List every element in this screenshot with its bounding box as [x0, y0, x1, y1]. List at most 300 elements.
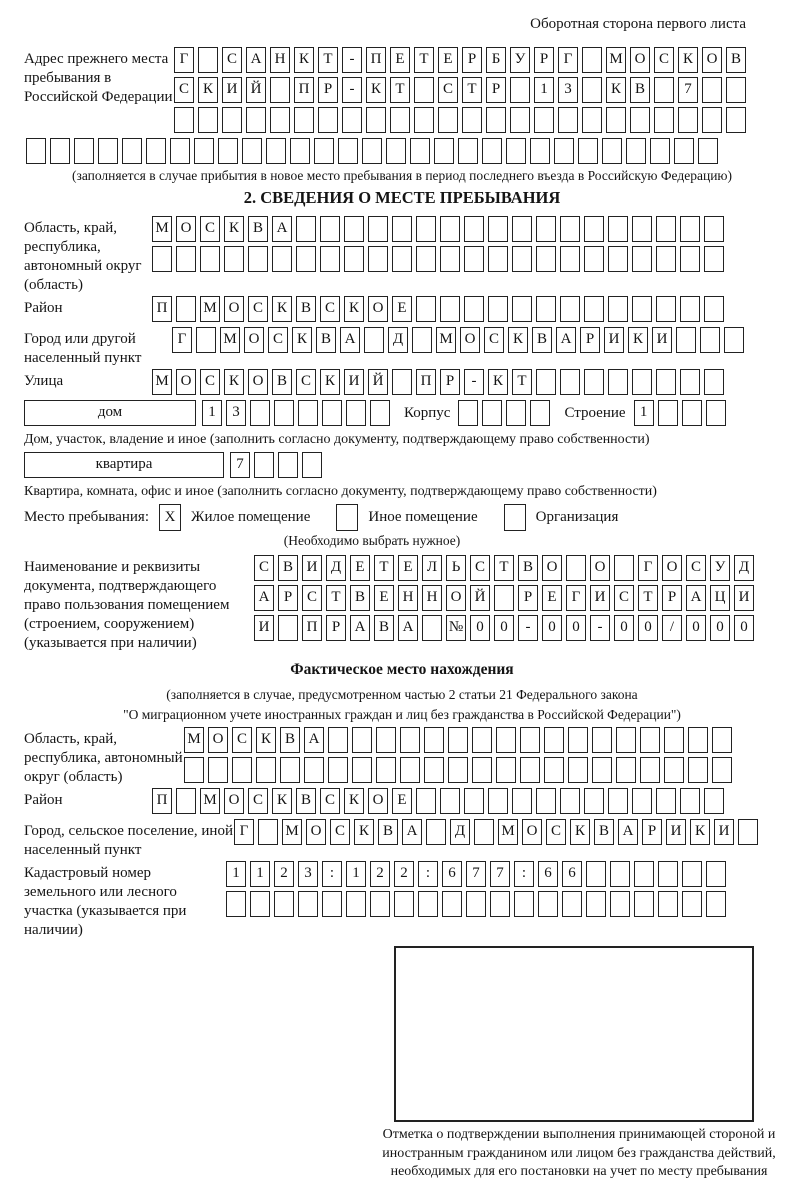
char-cell[interactable]	[274, 891, 294, 917]
char-cell[interactable]	[704, 788, 724, 814]
char-cell[interactable]: О	[368, 296, 388, 322]
char-cell[interactable]	[582, 77, 602, 103]
char-cell[interactable]	[654, 107, 674, 133]
char-cell[interactable]: М	[498, 819, 518, 845]
char-cell[interactable]: -	[464, 369, 484, 395]
char-cell[interactable]	[416, 216, 436, 242]
char-cell[interactable]	[682, 891, 702, 917]
char-cell[interactable]	[296, 216, 316, 242]
char-cell[interactable]: 6	[562, 861, 582, 887]
char-cell[interactable]	[224, 246, 244, 272]
char-cell[interactable]: Г	[172, 327, 192, 353]
char-cell[interactable]	[278, 452, 298, 478]
char-cell[interactable]	[510, 107, 530, 133]
char-cell[interactable]	[342, 107, 362, 133]
char-cell[interactable]: О	[176, 369, 196, 395]
char-cell[interactable]	[458, 138, 478, 164]
char-cell[interactable]	[704, 369, 724, 395]
char-cell[interactable]: А	[556, 327, 576, 353]
char-cell[interactable]	[392, 246, 412, 272]
char-cell[interactable]	[724, 327, 744, 353]
char-cell[interactable]	[272, 246, 292, 272]
char-cell[interactable]	[608, 369, 628, 395]
char-cell[interactable]: Е	[390, 47, 410, 73]
char-cell[interactable]	[682, 400, 702, 426]
char-cell[interactable]	[610, 861, 630, 887]
char-cell[interactable]	[290, 138, 310, 164]
char-cell[interactable]	[702, 107, 722, 133]
char-cell[interactable]	[530, 138, 550, 164]
char-cell[interactable]	[608, 216, 628, 242]
char-cell[interactable]: К	[678, 47, 698, 73]
char-cell[interactable]: О	[460, 327, 480, 353]
char-cell[interactable]	[472, 727, 492, 753]
char-cell[interactable]	[176, 246, 196, 272]
char-cell[interactable]	[726, 107, 746, 133]
char-cell[interactable]	[520, 757, 540, 783]
char-cell[interactable]	[704, 216, 724, 242]
char-cell[interactable]	[700, 327, 720, 353]
char-cell[interactable]: А	[304, 727, 324, 753]
char-cell[interactable]: Н	[398, 585, 418, 611]
char-cell[interactable]	[248, 246, 268, 272]
char-cell[interactable]: №	[446, 615, 466, 641]
char-cell[interactable]: О	[176, 216, 196, 242]
char-cell[interactable]: 2	[370, 861, 390, 887]
char-cell[interactable]	[344, 216, 364, 242]
char-cell[interactable]: О	[244, 327, 264, 353]
char-cell[interactable]: С	[654, 47, 674, 73]
char-cell[interactable]: М	[282, 819, 302, 845]
char-cell[interactable]	[386, 138, 406, 164]
char-cell[interactable]	[344, 246, 364, 272]
char-cell[interactable]	[568, 757, 588, 783]
char-cell[interactable]: С	[174, 77, 194, 103]
char-cell[interactable]	[640, 727, 660, 753]
char-cell[interactable]	[680, 788, 700, 814]
char-cell[interactable]: С	[438, 77, 458, 103]
char-cell[interactable]	[680, 369, 700, 395]
char-cell[interactable]	[706, 891, 726, 917]
char-cell[interactable]	[122, 138, 142, 164]
char-cell[interactable]	[474, 819, 494, 845]
char-cell[interactable]	[496, 727, 516, 753]
char-cell[interactable]	[320, 216, 340, 242]
char-cell[interactable]	[322, 400, 342, 426]
char-cell[interactable]: 3	[226, 400, 246, 426]
char-cell[interactable]: Й	[368, 369, 388, 395]
char-cell[interactable]	[424, 757, 444, 783]
char-cell[interactable]	[368, 216, 388, 242]
char-cell[interactable]: Д	[450, 819, 470, 845]
char-cell[interactable]: Е	[374, 585, 394, 611]
char-cell[interactable]: С	[200, 216, 220, 242]
char-cell[interactable]: И	[714, 819, 734, 845]
char-cell[interactable]: Д	[326, 555, 346, 581]
char-cell[interactable]: В	[532, 327, 552, 353]
char-cell[interactable]: Р	[318, 77, 338, 103]
char-cell[interactable]: Ь	[446, 555, 466, 581]
char-cell[interactable]	[558, 107, 578, 133]
char-cell[interactable]: К	[366, 77, 386, 103]
char-cell[interactable]	[170, 138, 190, 164]
char-cell[interactable]: 7	[490, 861, 510, 887]
char-cell[interactable]	[510, 77, 530, 103]
char-cell[interactable]: Д	[734, 555, 754, 581]
char-cell[interactable]: К	[224, 216, 244, 242]
char-cell[interactable]: В	[278, 555, 298, 581]
char-cell[interactable]: 0	[734, 615, 754, 641]
char-cell[interactable]: 0	[494, 615, 514, 641]
char-cell[interactable]: 0	[566, 615, 586, 641]
char-cell[interactable]: О	[208, 727, 228, 753]
char-cell[interactable]	[536, 216, 556, 242]
char-cell[interactable]: М	[200, 788, 220, 814]
char-cell[interactable]: -	[590, 615, 610, 641]
char-cell[interactable]	[222, 107, 242, 133]
char-cell[interactable]: 6	[538, 861, 558, 887]
char-cell[interactable]: А	[246, 47, 266, 73]
char-cell[interactable]	[658, 861, 678, 887]
char-cell[interactable]: К	[690, 819, 710, 845]
char-cell[interactable]	[560, 369, 580, 395]
char-cell[interactable]	[448, 727, 468, 753]
char-cell[interactable]: Й	[246, 77, 266, 103]
char-cell[interactable]	[434, 138, 454, 164]
char-cell[interactable]: С	[296, 369, 316, 395]
char-cell[interactable]: А	[350, 615, 370, 641]
char-cell[interactable]	[392, 216, 412, 242]
char-cell[interactable]	[688, 757, 708, 783]
char-cell[interactable]	[274, 400, 294, 426]
char-cell[interactable]	[632, 296, 652, 322]
char-cell[interactable]	[680, 296, 700, 322]
char-cell[interactable]: П	[302, 615, 322, 641]
char-cell[interactable]	[328, 757, 348, 783]
char-cell[interactable]	[488, 216, 508, 242]
char-cell[interactable]	[364, 327, 384, 353]
char-cell[interactable]	[482, 400, 502, 426]
char-cell[interactable]	[602, 138, 622, 164]
char-cell[interactable]: С	[320, 296, 340, 322]
char-cell[interactable]	[464, 216, 484, 242]
char-cell[interactable]: Т	[374, 555, 394, 581]
char-cell[interactable]: С	[484, 327, 504, 353]
char-cell[interactable]	[198, 107, 218, 133]
char-cell[interactable]	[322, 891, 342, 917]
char-cell[interactable]: В	[316, 327, 336, 353]
char-cell[interactable]: М	[220, 327, 240, 353]
char-cell[interactable]	[464, 788, 484, 814]
char-cell[interactable]	[464, 246, 484, 272]
char-cell[interactable]: 2	[394, 861, 414, 887]
char-cell[interactable]: 0	[686, 615, 706, 641]
char-cell[interactable]: Б	[486, 47, 506, 73]
char-cell[interactable]	[196, 327, 216, 353]
char-cell[interactable]	[640, 757, 660, 783]
char-cell[interactable]: И	[590, 585, 610, 611]
char-cell[interactable]	[328, 727, 348, 753]
char-cell[interactable]	[514, 891, 534, 917]
char-cell[interactable]	[466, 891, 486, 917]
char-cell[interactable]	[370, 400, 390, 426]
char-cell[interactable]	[490, 891, 510, 917]
checkbox-organization[interactable]	[504, 504, 526, 531]
char-cell[interactable]	[400, 727, 420, 753]
char-cell[interactable]	[376, 727, 396, 753]
char-cell[interactable]	[608, 296, 628, 322]
char-cell[interactable]: Г	[566, 585, 586, 611]
char-cell[interactable]: Е	[542, 585, 562, 611]
char-cell[interactable]: 1	[250, 861, 270, 887]
char-cell[interactable]: -	[342, 47, 362, 73]
char-cell[interactable]	[656, 246, 676, 272]
char-cell[interactable]	[488, 296, 508, 322]
char-cell[interactable]	[314, 138, 334, 164]
char-cell[interactable]: Р	[440, 369, 460, 395]
char-cell[interactable]	[294, 107, 314, 133]
char-cell[interactable]: И	[344, 369, 364, 395]
char-cell[interactable]: С	[222, 47, 242, 73]
char-cell[interactable]	[250, 400, 270, 426]
char-cell[interactable]: К	[224, 369, 244, 395]
char-cell[interactable]	[586, 861, 606, 887]
char-cell[interactable]	[678, 107, 698, 133]
char-cell[interactable]: 1	[202, 400, 222, 426]
char-cell[interactable]	[418, 891, 438, 917]
char-cell[interactable]	[416, 246, 436, 272]
char-cell[interactable]	[584, 246, 604, 272]
char-cell[interactable]: О	[446, 585, 466, 611]
char-cell[interactable]: П	[152, 296, 172, 322]
char-cell[interactable]	[664, 727, 684, 753]
char-cell[interactable]	[412, 327, 432, 353]
char-cell[interactable]	[298, 891, 318, 917]
char-cell[interactable]	[632, 369, 652, 395]
char-cell[interactable]: Е	[438, 47, 458, 73]
char-cell[interactable]	[560, 296, 580, 322]
char-cell[interactable]: К	[294, 47, 314, 73]
char-cell[interactable]	[726, 77, 746, 103]
char-cell[interactable]: 0	[710, 615, 730, 641]
char-cell[interactable]	[656, 369, 676, 395]
char-cell[interactable]	[426, 819, 446, 845]
char-cell[interactable]	[494, 585, 514, 611]
char-cell[interactable]	[656, 296, 676, 322]
checkbox-residential[interactable]: X	[159, 504, 181, 531]
char-cell[interactable]	[486, 107, 506, 133]
char-cell[interactable]: О	[702, 47, 722, 73]
char-cell[interactable]	[370, 891, 390, 917]
char-cell[interactable]: А	[398, 615, 418, 641]
char-cell[interactable]	[630, 107, 650, 133]
char-cell[interactable]: О	[590, 555, 610, 581]
char-cell[interactable]	[582, 107, 602, 133]
char-cell[interactable]	[536, 246, 556, 272]
char-cell[interactable]: Е	[350, 555, 370, 581]
char-cell[interactable]	[704, 246, 724, 272]
char-cell[interactable]: К	[272, 788, 292, 814]
char-cell[interactable]	[146, 138, 166, 164]
char-cell[interactable]: В	[374, 615, 394, 641]
char-cell[interactable]	[626, 138, 646, 164]
char-cell[interactable]: Т	[318, 47, 338, 73]
char-cell[interactable]	[296, 246, 316, 272]
char-cell[interactable]	[566, 555, 586, 581]
char-cell[interactable]	[278, 615, 298, 641]
char-cell[interactable]	[98, 138, 118, 164]
char-cell[interactable]: Н	[422, 585, 442, 611]
char-cell[interactable]	[632, 246, 652, 272]
char-cell[interactable]: К	[508, 327, 528, 353]
char-cell[interactable]	[584, 788, 604, 814]
char-cell[interactable]: В	[296, 296, 316, 322]
char-cell[interactable]: 1	[346, 861, 366, 887]
char-cell[interactable]	[176, 296, 196, 322]
char-cell[interactable]: 0	[614, 615, 634, 641]
char-cell[interactable]	[442, 891, 462, 917]
char-cell[interactable]	[506, 400, 526, 426]
char-cell[interactable]: К	[344, 788, 364, 814]
char-cell[interactable]	[254, 452, 274, 478]
char-cell[interactable]	[280, 757, 300, 783]
char-cell[interactable]	[440, 296, 460, 322]
char-cell[interactable]	[376, 757, 396, 783]
char-cell[interactable]	[682, 861, 702, 887]
char-cell[interactable]	[256, 757, 276, 783]
char-cell[interactable]	[416, 296, 436, 322]
char-cell[interactable]: С	[546, 819, 566, 845]
char-cell[interactable]	[676, 327, 696, 353]
char-cell[interactable]: Г	[558, 47, 578, 73]
char-cell[interactable]	[338, 138, 358, 164]
char-cell[interactable]: М	[606, 47, 626, 73]
char-cell[interactable]	[538, 891, 558, 917]
char-cell[interactable]: В	[248, 216, 268, 242]
char-cell[interactable]: Е	[398, 555, 418, 581]
char-cell[interactable]	[680, 216, 700, 242]
char-cell[interactable]: /	[662, 615, 682, 641]
char-cell[interactable]	[536, 369, 556, 395]
char-cell[interactable]	[440, 216, 460, 242]
char-cell[interactable]: С	[614, 585, 634, 611]
char-cell[interactable]	[554, 138, 574, 164]
char-cell[interactable]	[688, 727, 708, 753]
char-cell[interactable]	[392, 369, 412, 395]
checkbox-other-premises[interactable]	[336, 504, 358, 531]
char-cell[interactable]: И	[604, 327, 624, 353]
char-cell[interactable]	[658, 400, 678, 426]
char-cell[interactable]: С	[302, 585, 322, 611]
char-cell[interactable]	[410, 138, 430, 164]
char-cell[interactable]	[656, 788, 676, 814]
char-cell[interactable]	[394, 891, 414, 917]
char-cell[interactable]	[472, 757, 492, 783]
char-cell[interactable]	[610, 891, 630, 917]
char-cell[interactable]	[304, 757, 324, 783]
char-cell[interactable]	[50, 138, 70, 164]
char-cell[interactable]: 0	[542, 615, 562, 641]
char-cell[interactable]: М	[200, 296, 220, 322]
char-cell[interactable]: Н	[270, 47, 290, 73]
char-cell[interactable]	[438, 107, 458, 133]
char-cell[interactable]: И	[734, 585, 754, 611]
char-cell[interactable]	[352, 727, 372, 753]
char-cell[interactable]	[400, 757, 420, 783]
char-cell[interactable]	[448, 757, 468, 783]
char-cell[interactable]: В	[630, 77, 650, 103]
char-cell[interactable]: 0	[638, 615, 658, 641]
char-cell[interactable]: Е	[392, 788, 412, 814]
char-cell[interactable]: С	[232, 727, 252, 753]
char-cell[interactable]: В	[296, 788, 316, 814]
char-cell[interactable]	[506, 138, 526, 164]
char-cell[interactable]	[302, 452, 322, 478]
char-cell[interactable]: О	[542, 555, 562, 581]
char-cell[interactable]	[698, 138, 718, 164]
char-cell[interactable]: С	[268, 327, 288, 353]
char-cell[interactable]: И	[666, 819, 686, 845]
char-cell[interactable]: П	[152, 788, 172, 814]
char-cell[interactable]	[152, 246, 172, 272]
char-cell[interactable]: В	[518, 555, 538, 581]
char-cell[interactable]: 1	[226, 861, 246, 887]
char-cell[interactable]: О	[248, 369, 268, 395]
char-cell[interactable]: Р	[486, 77, 506, 103]
char-cell[interactable]	[616, 757, 636, 783]
char-cell[interactable]: И	[652, 327, 672, 353]
char-cell[interactable]: С	[330, 819, 350, 845]
char-cell[interactable]	[346, 400, 366, 426]
char-cell[interactable]	[592, 757, 612, 783]
house-type-box[interactable]: дом	[24, 400, 196, 426]
char-cell[interactable]	[368, 246, 388, 272]
char-cell[interactable]	[712, 757, 732, 783]
char-cell[interactable]	[616, 727, 636, 753]
char-cell[interactable]: 2	[274, 861, 294, 887]
char-cell[interactable]	[544, 727, 564, 753]
char-cell[interactable]: П	[416, 369, 436, 395]
char-cell[interactable]: К	[354, 819, 374, 845]
char-cell[interactable]	[226, 891, 246, 917]
char-cell[interactable]: К	[272, 296, 292, 322]
char-cell[interactable]	[250, 891, 270, 917]
char-cell[interactable]	[74, 138, 94, 164]
char-cell[interactable]: С	[200, 369, 220, 395]
char-cell[interactable]	[530, 400, 550, 426]
char-cell[interactable]	[560, 788, 580, 814]
char-cell[interactable]: А	[272, 216, 292, 242]
char-cell[interactable]	[536, 296, 556, 322]
char-cell[interactable]	[560, 216, 580, 242]
char-cell[interactable]	[174, 107, 194, 133]
char-cell[interactable]	[512, 216, 532, 242]
char-cell[interactable]: С	[254, 555, 274, 581]
char-cell[interactable]	[232, 757, 252, 783]
char-cell[interactable]: В	[726, 47, 746, 73]
char-cell[interactable]: В	[280, 727, 300, 753]
char-cell[interactable]	[712, 727, 732, 753]
char-cell[interactable]: С	[686, 555, 706, 581]
char-cell[interactable]	[606, 107, 626, 133]
char-cell[interactable]	[458, 400, 478, 426]
char-cell[interactable]: П	[366, 47, 386, 73]
char-cell[interactable]	[658, 891, 678, 917]
char-cell[interactable]: Т	[512, 369, 532, 395]
char-cell[interactable]	[584, 296, 604, 322]
char-cell[interactable]: 1	[534, 77, 554, 103]
char-cell[interactable]: 7	[466, 861, 486, 887]
